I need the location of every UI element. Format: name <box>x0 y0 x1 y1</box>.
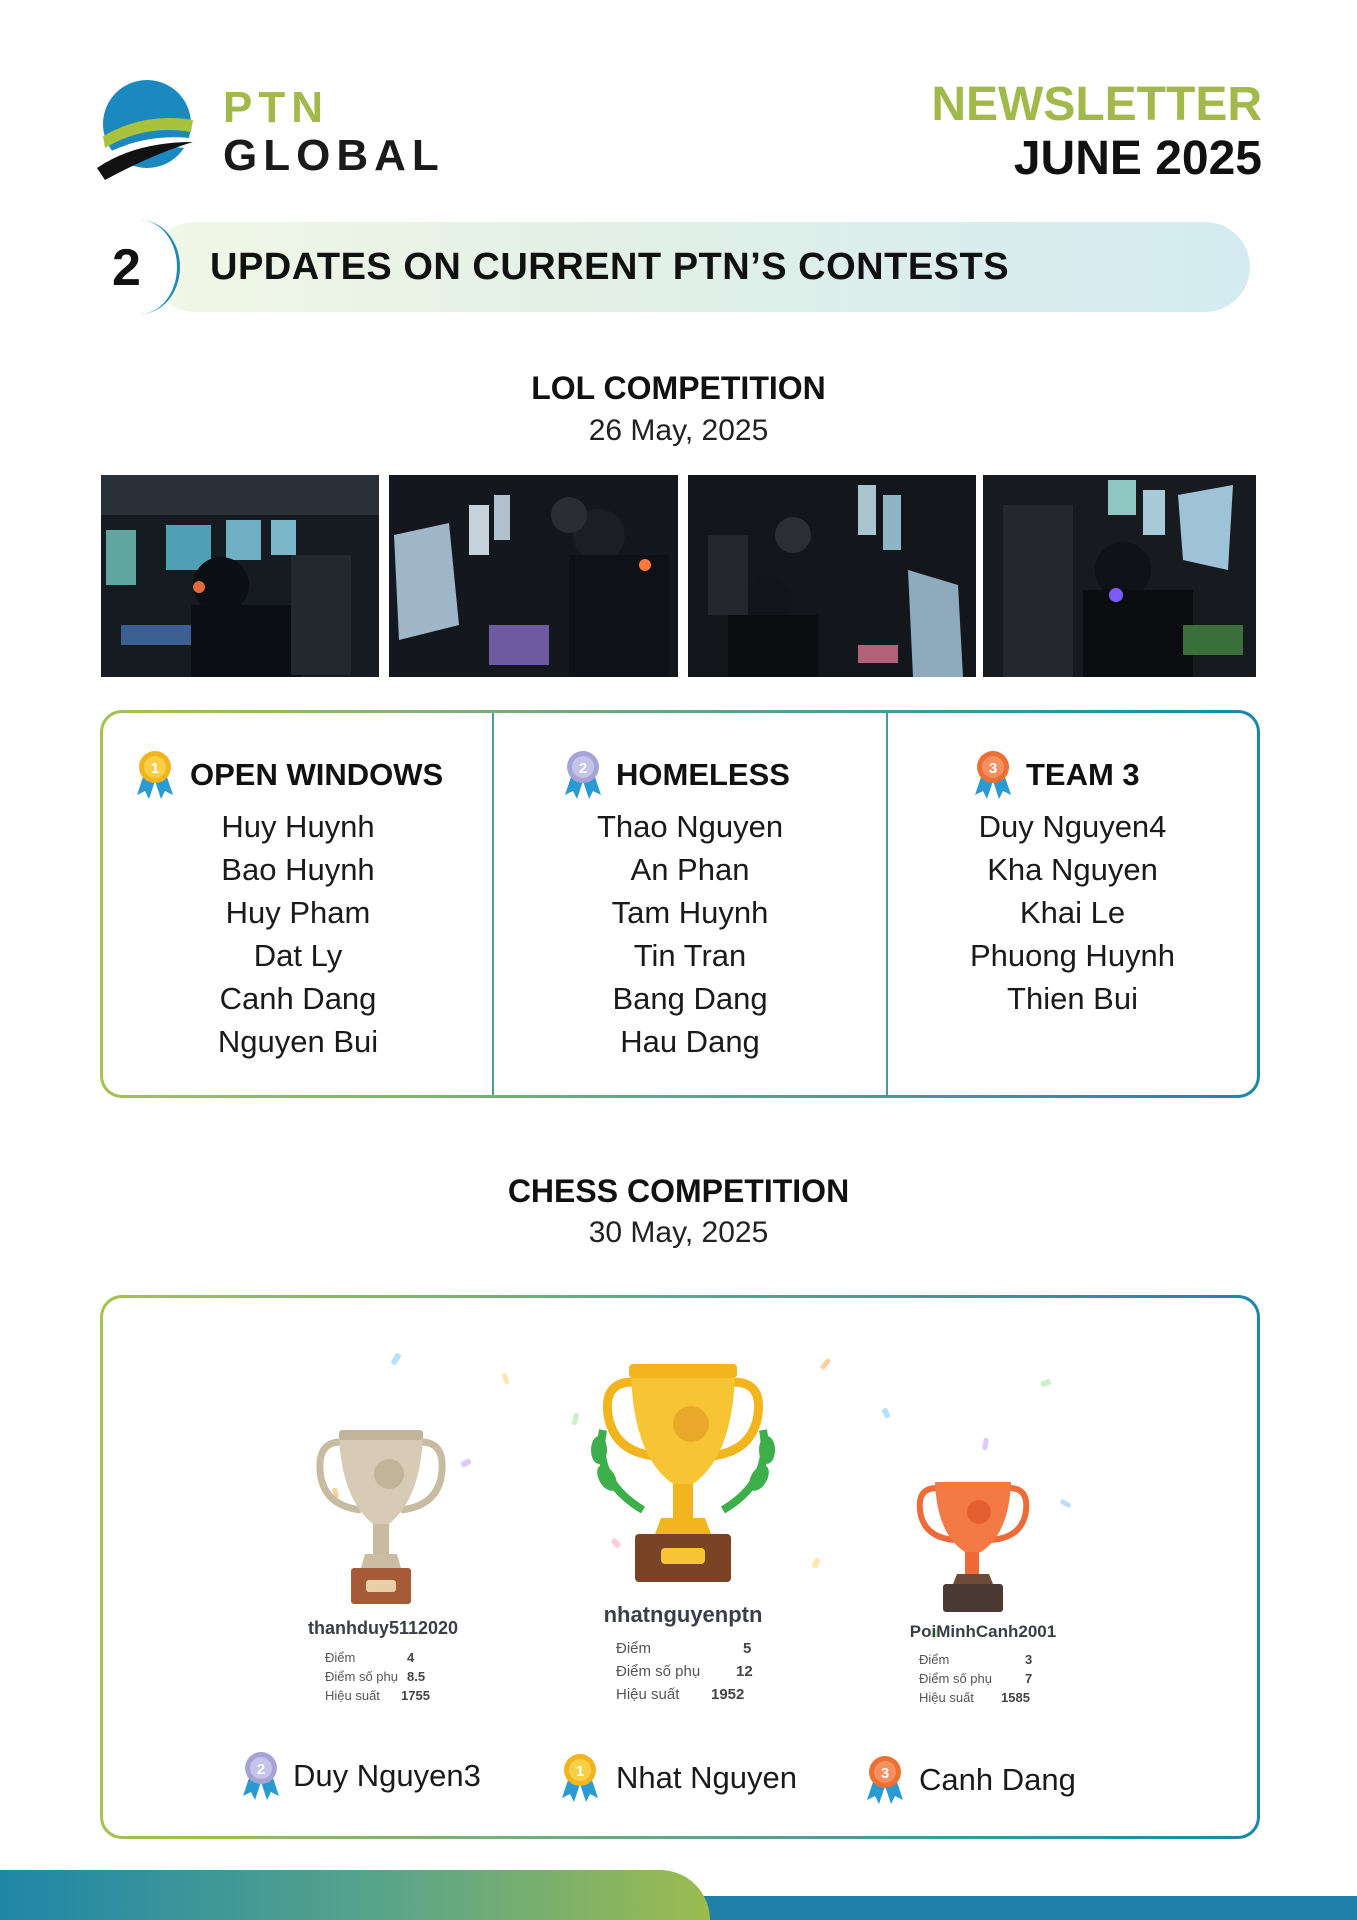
team-name: HOMELESS <box>616 757 790 792</box>
svg-text:3: 3 <box>988 760 998 777</box>
bronze-medal-icon <box>973 749 1013 799</box>
lol-results-box <box>100 710 1260 1098</box>
bronze-trophy-icon <box>913 1478 1033 1618</box>
winner-1st <box>560 1752 820 1802</box>
silver-trophy-icon <box>311 1428 451 1608</box>
svg-text:1: 1 <box>150 760 160 777</box>
team-member: Bang Dang <box>612 981 768 1016</box>
stat-value: 5 <box>743 1640 752 1657</box>
stat-label: Hiệu suất <box>919 1690 974 1705</box>
podium-player-3 <box>883 1622 1083 1642</box>
confetti-piece <box>820 1358 832 1370</box>
team-card <box>103 713 493 1095</box>
svg-text:3: 3 <box>880 1765 890 1782</box>
brand-name-line2: GLOBAL <box>223 131 445 180</box>
stat-label: Hiệu suất <box>616 1686 680 1703</box>
confetti-piece <box>1059 1499 1071 1509</box>
chess-title: CHESS COMPETITION <box>507 1173 850 1209</box>
winner-name: Nhat Nguyen <box>616 1760 797 1795</box>
lol-photo-2 <box>389 475 678 677</box>
winner-name: Canh Dang <box>919 1762 1076 1797</box>
team-member: Huy Pham <box>225 895 371 930</box>
team-card <box>888 713 1257 1095</box>
team-member: Thao Nguyen <box>596 809 784 844</box>
stat-label: Điểm <box>919 1652 950 1667</box>
section-banner <box>100 220 1252 314</box>
team-name: OPEN WINDOWS <box>190 757 444 792</box>
svg-text:2: 2 <box>578 760 588 777</box>
gold-medal-icon <box>135 749 175 799</box>
stat-label: Hiệu suất <box>325 1688 380 1703</box>
podium-player-1 <box>553 1602 813 1628</box>
player-handle: nhatnguyenptn <box>603 1602 763 1627</box>
chess-results-box <box>100 1295 1260 1839</box>
silver-medal-icon <box>563 749 603 799</box>
team-member: An Phan <box>630 852 750 887</box>
confetti-piece <box>982 1438 989 1451</box>
team-member: Kha Nguyen <box>987 852 1158 887</box>
team-member: Bao Huynh <box>221 852 375 887</box>
player-handle: PoiMinhCanh2001 <box>909 1622 1057 1641</box>
newsletter-label: NEWSLETTER <box>931 78 1262 131</box>
footer-bar-right <box>690 1896 1357 1920</box>
team-member: Duy Nguyen4 <box>978 809 1167 844</box>
team-name: TEAM 3 <box>1026 757 1140 792</box>
chess-date: 30 May, 2025 <box>588 1216 769 1249</box>
stat-value: 1952 <box>711 1686 745 1703</box>
svg-text:2: 2 <box>256 1761 266 1778</box>
winner-3rd <box>865 1754 1105 1804</box>
player-stats <box>616 1640 756 1709</box>
silver-medal-icon <box>241 1750 281 1800</box>
stat-label: Điểm <box>325 1650 356 1665</box>
globe-logo-icon <box>95 76 195 186</box>
confetti-piece <box>390 1352 401 1365</box>
lol-photo-1 <box>101 475 379 677</box>
section-title: UPDATES ON CURRENT PTN’S CONTESTS <box>210 246 1010 288</box>
stat-value: 12 <box>736 1663 753 1680</box>
lol-photo-4 <box>983 475 1256 677</box>
team-card <box>494 713 886 1095</box>
confetti-piece <box>811 1557 821 1569</box>
winner-name: Duy Nguyen3 <box>293 1758 481 1793</box>
lol-title: LOL COMPETITION <box>531 370 826 406</box>
stat-label: Điểm số phụ <box>919 1671 992 1686</box>
player-stats <box>919 1652 1039 1709</box>
lol-date: 26 May, 2025 <box>588 414 769 447</box>
bronze-medal-icon <box>865 1754 905 1804</box>
newsletter-heading <box>931 78 1262 186</box>
stat-label: Điểm số phụ <box>616 1663 701 1680</box>
lol-photo-strip <box>101 475 1256 677</box>
stat-label: Điểm số phụ <box>325 1669 398 1684</box>
confetti-piece <box>1040 1378 1051 1387</box>
team-member: Canh Dang <box>219 981 377 1016</box>
team-member: Khai Le <box>1019 895 1126 930</box>
stat-value: 1585 <box>1001 1690 1030 1705</box>
confetti-piece <box>501 1372 509 1384</box>
stat-label: Điểm <box>616 1640 652 1657</box>
confetti-piece <box>572 1413 580 1426</box>
winner-2nd <box>241 1750 501 1800</box>
stat-value: 1755 <box>401 1688 430 1703</box>
team-member: Tin Tran <box>633 938 747 973</box>
player-stats <box>325 1650 445 1707</box>
team-member: Tam Huynh <box>611 895 769 930</box>
confetti-piece <box>881 1407 891 1419</box>
team-member: Huy Huynh <box>221 809 375 844</box>
team-member: Hau Dang <box>620 1024 760 1059</box>
confetti-piece <box>460 1458 472 1468</box>
player-handle: thanhduy5112020 <box>307 1618 459 1638</box>
stat-value: 7 <box>1025 1671 1033 1686</box>
podium-player-2 <box>273 1618 493 1639</box>
team-member: Nguyen Bui <box>217 1024 379 1059</box>
svg-text:1: 1 <box>575 1763 585 1780</box>
team-member: Dat Ly <box>253 938 343 973</box>
team-member: Phuong Huynh <box>969 938 1176 973</box>
stat-value: 3 <box>1025 1652 1033 1667</box>
brand-logo <box>95 72 445 187</box>
stat-value: 8.5 <box>407 1669 426 1684</box>
team-member: Thien Bui <box>1007 981 1138 1016</box>
issue-date: JUNE 2025 <box>1013 132 1262 185</box>
gold-medal-icon <box>560 1752 600 1802</box>
footer-bar-left <box>0 1870 710 1920</box>
lol-photo-3 <box>688 475 976 677</box>
gold-trophy-icon <box>583 1360 783 1590</box>
stat-value: 4 <box>407 1650 415 1665</box>
section-number-badge <box>100 220 180 314</box>
section-number: 2 <box>112 239 141 297</box>
brand-name-line1: PTN <box>223 83 329 132</box>
